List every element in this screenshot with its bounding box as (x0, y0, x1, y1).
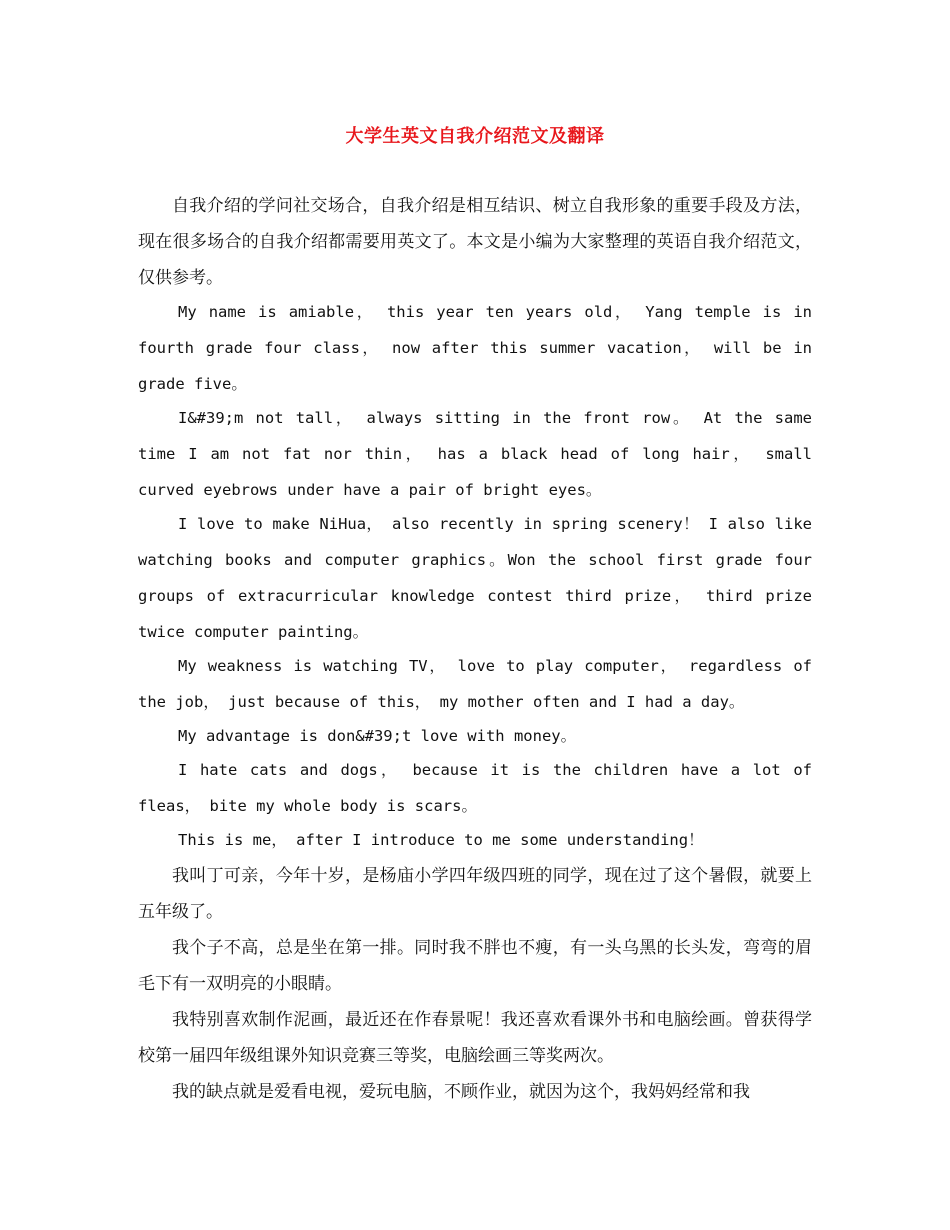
paragraph-english-3: I love to make NiHua， also recently in spring scenery！ I also like watching books and computer graphics。Won the school first grade four groups of extracurricular knowledge contest third prize， third prize twice computer painting。 (138, 515, 812, 641)
paragraph-chinese-1: 我叫丁可亲，今年十岁，是杨庙小学四年级四班的同学，现在过了这个暑假，就要上五年级了。 (138, 866, 812, 922)
paragraph-english-6: I hate cats and dogs， because it is the children have a lot of fleas， bite my whole body is scars。 (138, 761, 812, 815)
paragraph-chinese-4: 我的缺点就是爱看电视，爱玩电脑，不顾作业，就因为这个，我妈妈经常和我 (172, 1082, 750, 1102)
paragraph-english-5: My advantage is don&#39;t love with money。 (178, 727, 577, 745)
paragraph-chinese-2: 我个子不高，总是坐在第一排。同时我不胖也不瘦，有一头乌黑的长头发，弯弯的眉毛下有一双明亮的小眼睛。 (138, 938, 812, 994)
paragraph-english-1: My name is amiable， this year ten years old， Yang temple is in fourth grade four class， now after this summer vacation， will be in grade five。 (138, 303, 812, 393)
document-body (138, 188, 812, 1110)
document-title: 大学生英文自我介绍范文及翻译 (345, 126, 605, 147)
paragraph-english-2: I&#39;m not tall， always sitting in the front row。 At the same time I am not fat nor thin， has a black head of long hair， small curved eyebrows under have a pair of bright eyes。 (138, 409, 812, 499)
paragraph-intro: 自我介绍的学问社交场合，自我介绍是相互结识、树立自我形象的重要手段及方法，现在很多场合的自我介绍都需要用英文了。本文是小编为大家整理的英语自我介绍范文，仅供参考。 (138, 196, 812, 288)
paragraph-chinese-3: 我特别喜欢制作泥画，最近还在作春景呢！我还喜欢看课外书和电脑绘画。曾获得学校第一届四年级组课外知识竞赛三等奖，电脑绘画三等奖两次。 (138, 1010, 812, 1066)
paragraph-english-7: This is me， after I introduce to me some understanding！ (178, 831, 704, 849)
paragraph-english-4: My weakness is watching TV， love to play computer， regardless of the job， just because of this， my mother often and I had a day。 (138, 657, 812, 711)
